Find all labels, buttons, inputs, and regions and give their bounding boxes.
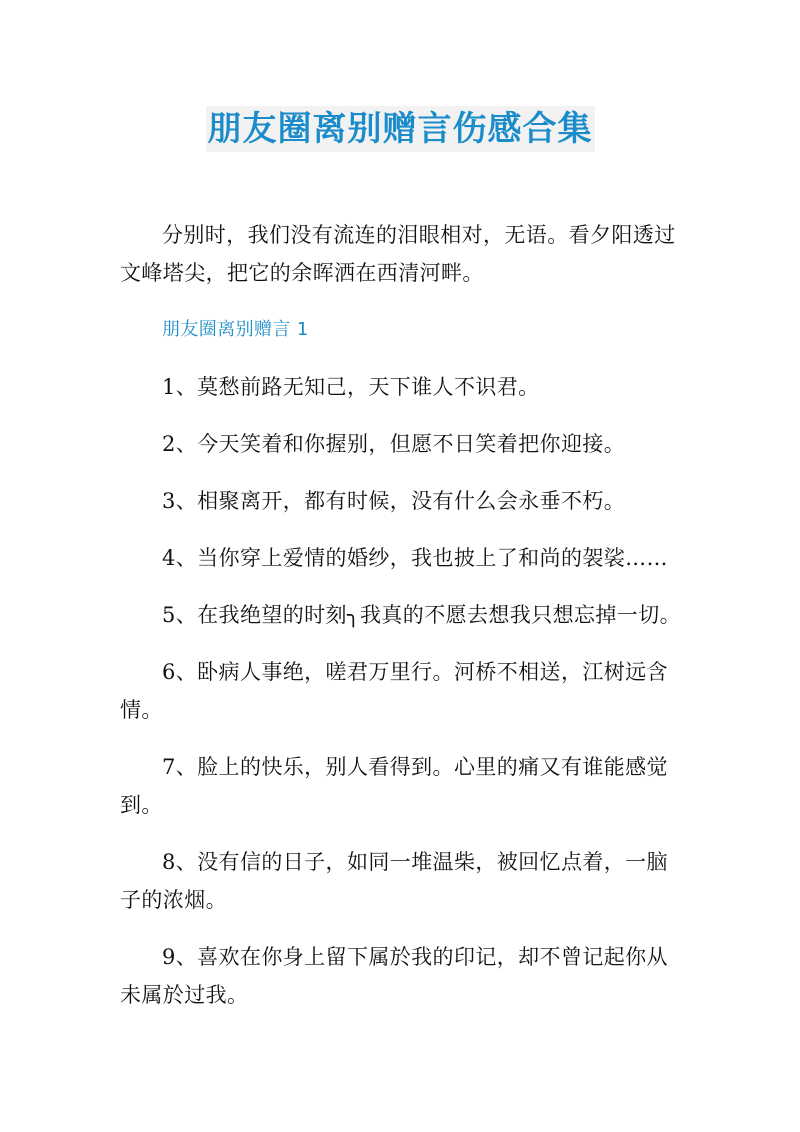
- list-item: 5、在我绝望的时刻╮我真的不愿去想我只想忘掉一切。: [162, 603, 682, 627]
- title-container: [0, 106, 800, 152]
- list-item: 3、相聚离开，都有时候，没有什么会永垂不朽。: [162, 489, 626, 513]
- list-item: 9、喜欢在你身上留下属於我的印记，却不曾记起你从未属於过我。: [120, 945, 668, 1007]
- list-item: 4、当你穿上爱情的婚纱，我也披上了和尚的袈裟……: [162, 546, 668, 570]
- section-heading: 朋友圈离别赠言 1: [162, 319, 309, 340]
- intro-paragraph: 分别时，我们没有流连的泪眼相对，无语。看夕阳透过文峰塔尖，把它的余晖洒在西清河畔。: [120, 223, 676, 285]
- list-item: 6、卧病人事绝，嗟君万里行。河桥不相送，江树远含情。: [120, 660, 668, 722]
- list-item: 2、今天笑着和你握别，但愿不日笑着把你迎接。: [162, 432, 626, 456]
- document-body: [120, 216, 682, 1033]
- list-item: 1、莫愁前路无知己，天下谁人不识君。: [162, 375, 540, 399]
- list-item: 8、没有信的日子，如同一堆温柴，被回忆点着，一脑子的浓烟。: [120, 850, 668, 912]
- document-title: 朋友圈离别赠言伤感合集: [206, 106, 595, 152]
- list-item: 7、脸上的快乐，别人看得到。心里的痛又有谁能感觉到。: [120, 755, 668, 817]
